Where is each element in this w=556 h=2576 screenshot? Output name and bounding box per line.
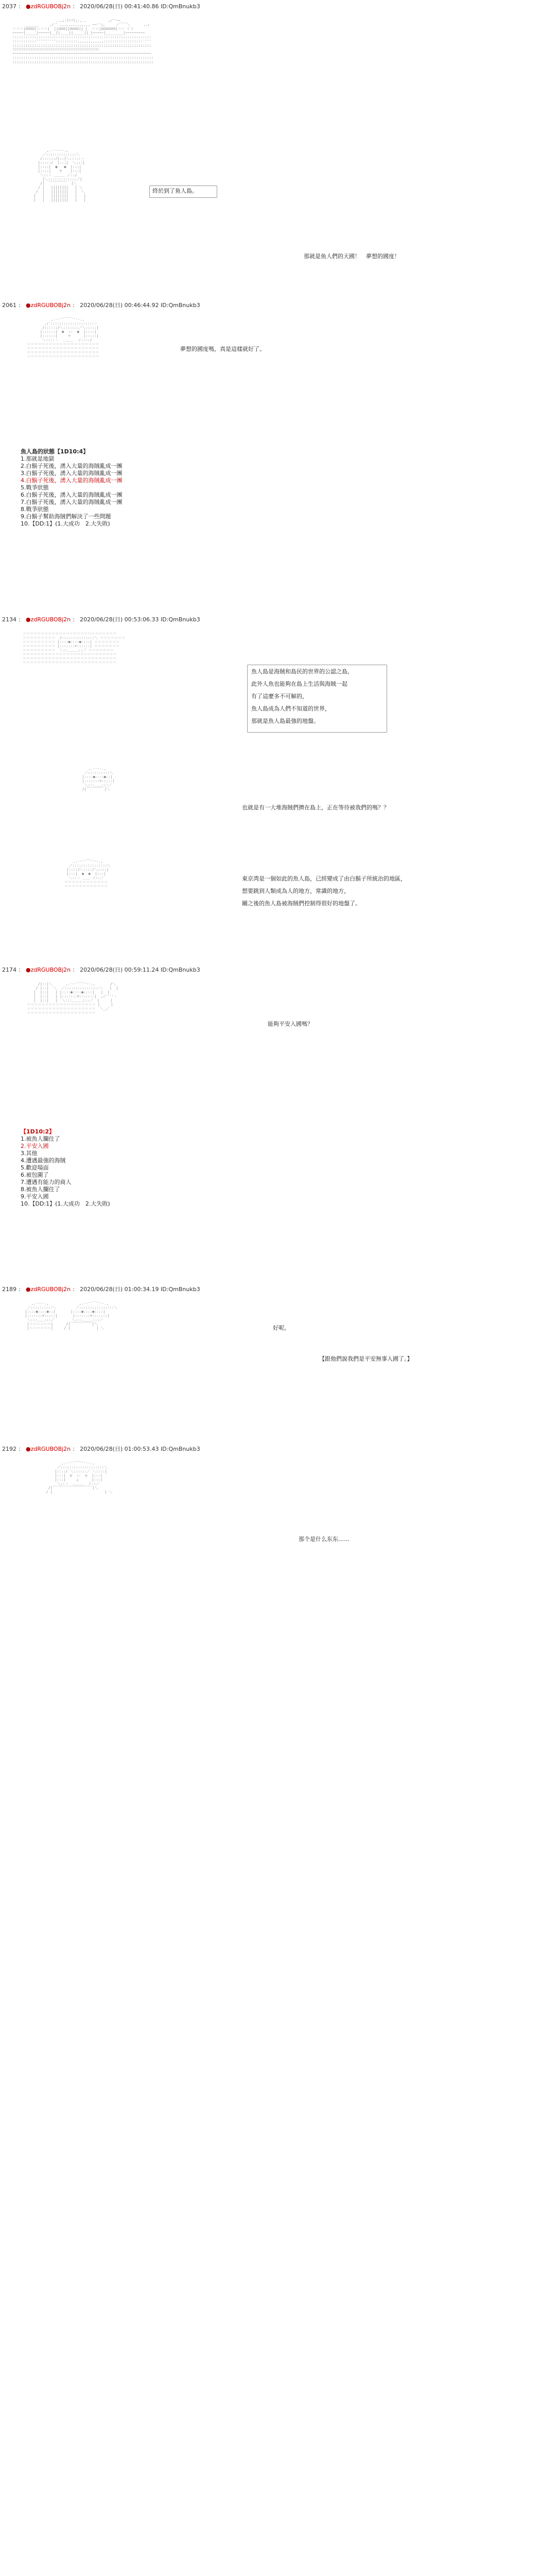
post-number[interactable]: 2174 bbox=[2, 967, 16, 973]
dialog-line: 魚人島是海賊和島民的世界的公認之島， bbox=[251, 668, 353, 675]
roll-title: 魚人島的狀態【1D10:4】 bbox=[21, 448, 89, 455]
post-header: 2174 ： ●zdRGUBOBj2n ： 2020/06/28(日) 00:59:11.24 ID:QmBnukb3 bbox=[2, 967, 200, 973]
dialog-line: 夢想的國度嗎，真是這樣就好了。 bbox=[180, 346, 265, 352]
dialog-line: 那个是什么东东…… bbox=[299, 1536, 350, 1543]
roll-option-selected: 4.白鬍子死後，湧入大量的海賊亂成一團 bbox=[21, 477, 123, 484]
ascii-art-character: ,.-‐‐-., ／::::::::::＼ |::::●::::●::| |:::::::▽:::::| ＼:::＿＿:::／ /|￣￣￣￣￣|＼ bbox=[82, 767, 115, 791]
dialog-line: 那就是鱼人們的天國！ 夢想的國度！ bbox=[304, 253, 400, 260]
roll-option: 2.白鬍子死後，湧入大量的海賊亂成一團 bbox=[21, 463, 123, 469]
poster-name: ●zdRGUBOBj2n bbox=[26, 1286, 71, 1293]
post-date: 2020/06/28(日) 00:41:40.86 bbox=[80, 3, 159, 10]
roll-title: 【1D10:2】 bbox=[21, 1128, 55, 1135]
roll-option: 6.白鬍子死後，湧入大量的海賊亂成一團 bbox=[21, 492, 123, 498]
post-number[interactable]: 2061 bbox=[2, 302, 16, 309]
dialog-line: 終於到了鱼人島。 bbox=[152, 188, 198, 194]
post-header: 2061 ： ●zdRGUBOBj2n ： 2020/06/28(日) 00:46:44.92 ID:QmBnukb3 bbox=[2, 302, 200, 309]
roll-option: 7.遭遇有能力的商人 bbox=[21, 1179, 72, 1185]
poster-id[interactable]: ID:QmBnukb3 bbox=[161, 3, 200, 10]
post-number[interactable]: 2192 bbox=[2, 1446, 16, 1452]
post-header: 2037 ： ●zdRGUBOBj2n ： 2020/06/28(日) 00:41:40.86 ID:QmBnukb3 bbox=[2, 3, 200, 10]
roll-option: 4.遭遇最強的海賊 bbox=[21, 1157, 66, 1164]
post-2037 bbox=[0, 0, 556, 289]
poster-name: ●zdRGUBOBj2n bbox=[26, 3, 71, 10]
roll-option: 5.戰爭狀態 bbox=[21, 484, 49, 491]
post-date: 2020/06/28(日) 01:00:53.43 bbox=[80, 1446, 159, 1452]
post-2134 bbox=[0, 613, 556, 953]
ascii-art-character: ,.-‐''￣￣''‐-., ,ｨ'::::::::::::::::::::ヽ /::::::/＼:::::::／＼:::::| |::::::| ● :: ● |::::| |::::::| ▽ |:::::| ＼::::ヽ ＿＿＿ ノ::::/ ＝＝＝＝＝＝＝＝＝＝＝＝＝＝＝＝＝＝＝＝ ＝＝＝＝＝＝＝＝＝＝＝＝＝＝＝＝＝＝＝＝ ＝＝＝＝＝＝＝＝＝＝＝＝＝＝＝＝＝＝＝＝ ＝＝＝＝＝＝＝＝＝＝＝＝＝＝＝＝＝＝＝＝ bbox=[27, 317, 99, 359]
ascii-art-characters: ,.-‐‐-., ,.-‐''￣''‐-., ／::::::::::＼ ／::::::::::::::::＼ |::::●::::●::| |::::●::::●::::| |:::::::▽:::::| |:::::::▽:::::::| ＼:::＿＿:::／ ＼:::＿＿＿:::／ |＝＝＝＝＝＝| /|￣￣￣￣￣￣|＼ |＝＝＝＝＝＝| / | | ＼ bbox=[25, 1301, 118, 1330]
dialog-line: 能夠平安入國嗎？ bbox=[268, 1021, 313, 1027]
post-date: 2020/06/28(日) 00:59:11.24 bbox=[80, 967, 159, 973]
roll-option: 3.其他 bbox=[21, 1150, 38, 1157]
post-number[interactable]: 2134 bbox=[2, 616, 16, 623]
poster-name: ●zdRGUBOBj2n bbox=[26, 1446, 71, 1452]
ascii-art-character: ,.-‐''￣''‐-., ／::::::::::::::::＼ |::::/＼::::/＼::::| |:::| ● ● |:::| ＼::ヽ ＿＿ ノ::／ ＝＝＝＝＝＝＝＝＝＝＝＝ ＝＝＝＝＝＝＝＝＝＝＝＝ bbox=[64, 859, 111, 888]
ascii-art-character: ,.--‐‐--., ／::::::::::::::＼ /::::::/|::|＼:::::ヽ |:::::/ |:::| ＼:::| |::::| ● ● |:::| |::::| ▽ |:::| ＼::ヽ ＿＿＿ ／::/ |＼:::::::::::::／| /| ￣￣￣￣￣ |＼ / | |||||||| | ＼ / | |||||||| | ＼ | | |||||||| | | | | |||||||| | | bbox=[33, 148, 86, 202]
poster-name: ●zdRGUBOBj2n bbox=[26, 967, 71, 973]
roll-option: 6.被包圍了 bbox=[21, 1172, 49, 1178]
roll-option: 10.【DD:1】(1.大成功 2.大失敗) bbox=[21, 520, 110, 527]
post-2061 bbox=[0, 299, 556, 587]
roll-list bbox=[21, 1128, 110, 1208]
dialog-line: 此外人魚也能夠在島上生活與海賊一起 bbox=[251, 681, 348, 687]
post-2189 bbox=[0, 1283, 556, 1437]
dialog-line: 也就是有一大堆海賊們擠在島上，正在等待被我們的嗎？？ bbox=[242, 804, 389, 811]
dialog-line: 有了這麼多不可解的， bbox=[251, 693, 308, 700]
dialog-line: 好呢。 bbox=[273, 1325, 290, 1331]
post-number[interactable]: 2037 bbox=[2, 3, 16, 10]
roll-option: 10.【DD:1】(1.大成功 2.大失敗) bbox=[21, 1200, 110, 1207]
poster-id[interactable]: ID:QmBnukb3 bbox=[161, 302, 200, 309]
ascii-art-characters: /|::|＼ ,.-‐''￣''‐-., /＼ / |::| ＼ ／::::::::::::::::＼ | | | |::| | |::::●::::●::::| | | | |::| | |:::::::▽:::::::| ,ｨ''''ヽ | |::| | ＼:::＿＿＿:::／ | | ＝＝＝＝＝＝＝＝＝＝＝＝＝＝＝＝＝＝＝ | | ＝＝＝＝＝＝＝＝＝＝＝＝＝＝＝＝＝＝＝ ＼_／ ＝＝＝＝＝＝＝＝＝＝＝＝＝＝＝＝＝＝＝ bbox=[27, 982, 118, 1015]
ascii-art-ship-scene: ..,;:l!!l;:,.. ,ｨ''~~ ______ ,ｨ'' ,,,,,,,,,,,,,, ~~''ｨ, ／￣￣＼ ,.ｨ ＝＝＝|ﾛﾛﾛﾛﾛ|＝＝＝| ||ﾛﾛﾛﾛ||ﾛﾛﾛﾛﾛ|| | ＝＝|ﾛﾛﾛﾛﾛﾛﾛﾛ|＝＝ ﾐ ﾐ ~~~~~|_____|~~~~~|__||____||_____||_|~~~~~|________|~~~~~~~~~ :::::::::::::::::::::::::::::::::::::::::::::::::::::::::::::::: :::::::::::'''''''''::::::::::,,,,,,,,,,,,::::::::::::::::::'''' ;;;;;;;;;;;;;;;;;;;;;;;;;;;;;;;;;;;;;;;;;;;;;;;;;;;;;;;;;;;;;;;; ﾐﾐﾐﾐﾐﾐﾐﾐﾐﾐﾐﾐﾐﾐﾐﾐﾐﾐﾐﾐﾐﾐﾐﾐﾐﾐﾐﾐﾐﾐﾐﾐﾐﾐﾐﾐﾐﾐﾐﾐﾐﾐﾐﾐﾐﾐﾐﾐ ~~~~~~~~~~~~~~~~~~~~~~~~~~~~~~~~~~~~~~~~~~~~~~~~~~~~~~~~~~~~~~~~ ::::::::::::::::::::::::::::::::::::::::::::::::::::::::::::::::: ;;;;;;;;;;;;;;;;;;;;;;;;;;;;;;;;;;;;;;;;;;;;;;;;;;;;;;;;;;;;;;;;; bbox=[12, 19, 154, 64]
dialog-line: 【跟他們說我們是平安無事入國了。】 bbox=[319, 1355, 413, 1362]
roll-option: 1.那就是地獄 bbox=[21, 455, 55, 462]
dialog-line: 東京湾是一個如此的魚人島，已經變成了由白鬍子所統治的地區， bbox=[242, 875, 406, 882]
roll-option: 9.白鬍子幫助海賊們解決了一些問題 bbox=[21, 513, 111, 520]
dialog-line: 想要跳到人類成為人的地方，常識的地方， bbox=[242, 888, 350, 894]
roll-option: 7.白鬍子死後，湧入大量的海賊亂成一團 bbox=[21, 499, 123, 505]
dialog-line: 魚人島成為人們不知道的世界， bbox=[251, 705, 331, 712]
post-header: 2134 ： ●zdRGUBOBj2n ： 2020/06/28(日) 00:53:06.33 ID:QmBnukb3 bbox=[2, 616, 200, 623]
post-2174 bbox=[0, 963, 556, 1273]
poster-id[interactable]: ID:QmBnukb3 bbox=[161, 1446, 200, 1452]
roll-option: 3.白鬍子死後，湧入大量的海賊亂成一團 bbox=[21, 470, 123, 477]
poster-id[interactable]: ID:QmBnukb3 bbox=[161, 967, 200, 973]
roll-option: 8.被魚人攔住了 bbox=[21, 1186, 60, 1193]
roll-option: 9.平安入國 bbox=[21, 1193, 49, 1200]
ascii-art-character: ,.-‐''￣￣''‐-., ／::::::::::::::::::::＼ |::::/ ＼::::::／ ＼::::| |:::| ◎ :: ◎ |:::| |:::| △ |:::| ＼::ヽ ＿＿＿ ノ::／ /|￣￣￣￣￣￣￣￣￣￣￣|＼ / | | ＼ bbox=[46, 1461, 113, 1494]
post-2192 bbox=[0, 1443, 556, 1597]
roll-option: 5.歡迎場面 bbox=[21, 1164, 49, 1171]
poster-id[interactable]: ID:QmBnukb3 bbox=[161, 1286, 200, 1293]
ascii-art-character: ＝＝＝＝＝＝＝＝＝＝＝＝＝＝＝＝＝＝＝＝＝＝＝＝＝＝ ＝＝＝＝＝＝＝＝＝ /:::::::::::::::＼ ＝＝＝＝＝＝＝ ＝＝＝＝＝＝＝＝＝ |::::●::::●::::| ＝＝＝＝＝＝＝ ＝＝＝＝＝＝＝＝＝ |:::::::▽::::::| ＝＝＝＝＝＝＝ ＝＝＝＝＝＝＝＝＝ ＼::＿＿＿::／ ＝＝＝＝＝＝＝ ＝＝＝＝＝＝＝＝＝＝＝＝＝＝＝＝＝＝＝＝＝＝＝＝＝＝ ＝＝＝＝＝＝＝＝＝＝＝＝＝＝＝＝＝＝＝＝＝＝＝＝＝＝ ＝＝＝＝＝＝＝＝＝＝＝＝＝＝＝＝＝＝＝＝＝＝＝＝＝＝ bbox=[23, 632, 126, 665]
post-date: 2020/06/28(日) 01:00:34.19 bbox=[80, 1286, 159, 1293]
post-date: 2020/06/28(日) 00:53:06.33 bbox=[80, 616, 159, 623]
poster-name: ●zdRGUBOBj2n bbox=[26, 302, 71, 309]
roll-option: 8.戰爭狀態 bbox=[21, 506, 49, 513]
roll-option-selected: 2.平安入國 bbox=[21, 1143, 49, 1149]
dialog-line: 關之後的魚人島被海賊們控制得很好的地盤了。 bbox=[242, 900, 361, 907]
post-date: 2020/06/28(日) 00:46:44.92 bbox=[80, 302, 159, 309]
dialog-line: 那就是魚人島最強的地盤。 bbox=[251, 718, 319, 724]
post-header: 2192 ： ●zdRGUBOBj2n ： 2020/06/28(日) 01:00:53.43 ID:QmBnukb3 bbox=[2, 1446, 200, 1452]
roll-option: 1.被魚人攔住了 bbox=[21, 1136, 60, 1142]
roll-list bbox=[21, 448, 123, 528]
poster-id[interactable]: ID:QmBnukb3 bbox=[161, 616, 200, 623]
post-header: 2189 ： ●zdRGUBOBj2n ： 2020/06/28(日) 01:00:34.19 ID:QmBnukb3 bbox=[2, 1286, 200, 1293]
poster-name: ●zdRGUBOBj2n bbox=[26, 616, 71, 623]
post-number[interactable]: 2189 bbox=[2, 1286, 16, 1293]
